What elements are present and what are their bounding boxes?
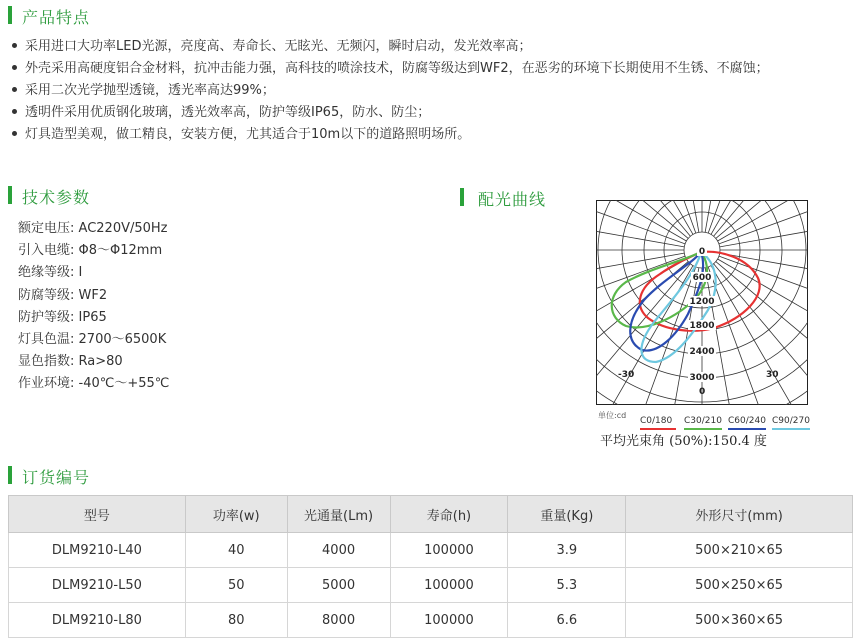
header-model: 型号 (9, 496, 186, 533)
legend-item: C90/270 (772, 408, 810, 430)
cell-dimensions: 500×360×65 (626, 603, 853, 638)
spec-row: 作业环境: -40℃～+55℃ (18, 376, 170, 392)
cell-flux: 4000 (287, 533, 390, 568)
bottom-zero-label: 0 (699, 387, 706, 397)
legend-item: C0/180 (640, 408, 676, 430)
section-marker (460, 188, 464, 206)
photometric-title: 配光曲线 (478, 190, 547, 209)
polar-light-distribution-diagram (596, 200, 808, 405)
section-marker (8, 186, 12, 204)
radial-label: 2400 (689, 347, 715, 357)
cell-life: 100000 (390, 533, 508, 568)
bullet-icon (12, 87, 17, 92)
table-row (9, 533, 853, 568)
radial-label: 0 (698, 247, 706, 257)
features-list (8, 36, 848, 146)
legend-item: C30/210 (684, 408, 722, 430)
feature-item: 外壳采用高硬度铝合金材料，抗冲击能力强，高科技的喷涂技术，防腐等级达到WF2，在恶劣的环境下长期使用不生锈、不腐蚀； (8, 58, 848, 80)
radial-label: 600 (692, 273, 712, 283)
cell-dimensions: 500×210×65 (626, 533, 853, 568)
radial-label: 3000 (689, 373, 715, 383)
cell-weight: 6.6 (508, 603, 626, 638)
spec-list (18, 218, 318, 396)
section-marker (8, 6, 12, 24)
curve-legend (598, 406, 813, 426)
cell-power: 80 (185, 603, 287, 638)
spec-row: 防腐等级: WF2 (18, 287, 108, 303)
header-flux: 光通量(Lm) (287, 496, 390, 533)
table-header-row (9, 496, 853, 533)
cell-life: 100000 (390, 603, 508, 638)
spec-row: 防护等级: IP65 (18, 309, 107, 325)
cell-life: 100000 (390, 568, 508, 603)
header-weight: 重量(Kg) (508, 496, 626, 533)
table-row (9, 603, 853, 638)
radial-label: 1800 (689, 321, 715, 331)
feature-item: 灯具造型美观，做工精良，安装方便，尤其适合于10m以下的道路照明场所。 (8, 124, 848, 146)
radial-label: 1200 (689, 297, 715, 307)
cell-flux: 5000 (287, 568, 390, 603)
feature-item: 透明件采用优质钢化玻璃，透光效率高，防护等级IP65，防水、防尘； (8, 102, 848, 124)
angle-label-right: 30 (766, 370, 779, 380)
cell-power: 50 (185, 568, 287, 603)
spec-row: 引入电缆: Φ8～Φ12mm (18, 243, 163, 259)
bullet-icon (12, 43, 17, 48)
order-title: 订货编号 (22, 468, 91, 487)
feature-item: 采用进口大功率LED光源，亮度高、寿命长、无眩光、无频闪，瞬时启动，发光效率高； (8, 36, 848, 58)
cell-weight: 3.9 (508, 533, 626, 568)
unit-label: 单位:cd (598, 411, 627, 420)
cell-model: DLM9210-L40 (9, 533, 186, 568)
table-row (9, 568, 853, 603)
cell-model: DLM9210-L50 (9, 568, 186, 603)
cell-dimensions: 500×250×65 (626, 568, 853, 603)
specs-title: 技术参数 (22, 188, 91, 207)
spec-row: 额定电压: AC220V/50Hz (18, 221, 168, 236)
bullet-icon (12, 65, 17, 70)
spec-row: 灯具色温: 2700～6500K (18, 331, 167, 347)
legend-swatch (772, 428, 810, 430)
features-title: 产品特点 (22, 8, 91, 27)
header-power: 功率(w) (185, 496, 287, 533)
cell-weight: 5.3 (508, 568, 626, 603)
order-table (8, 495, 853, 638)
cell-model: DLM9210-L80 (9, 603, 186, 638)
beam-angle-text: 平均光束角 (50%):150.4 度 (600, 434, 767, 449)
spec-row: 绝缘等级: I (18, 265, 83, 281)
header-life: 寿命(h) (390, 496, 508, 533)
cell-power: 40 (185, 533, 287, 568)
cell-flux: 8000 (287, 603, 390, 638)
feature-item: 采用二次光学抛型透镜，透光率高达99%； (8, 80, 848, 102)
angle-label-left: -30 (618, 370, 635, 380)
spec-row: 显色指数: Ra>80 (18, 354, 123, 370)
header-dimensions: 外形尺寸(mm) (626, 496, 853, 533)
section-marker (8, 466, 12, 484)
legend-item: C60/240 (728, 408, 766, 430)
bullet-icon (12, 109, 17, 114)
bullet-icon (12, 131, 17, 136)
